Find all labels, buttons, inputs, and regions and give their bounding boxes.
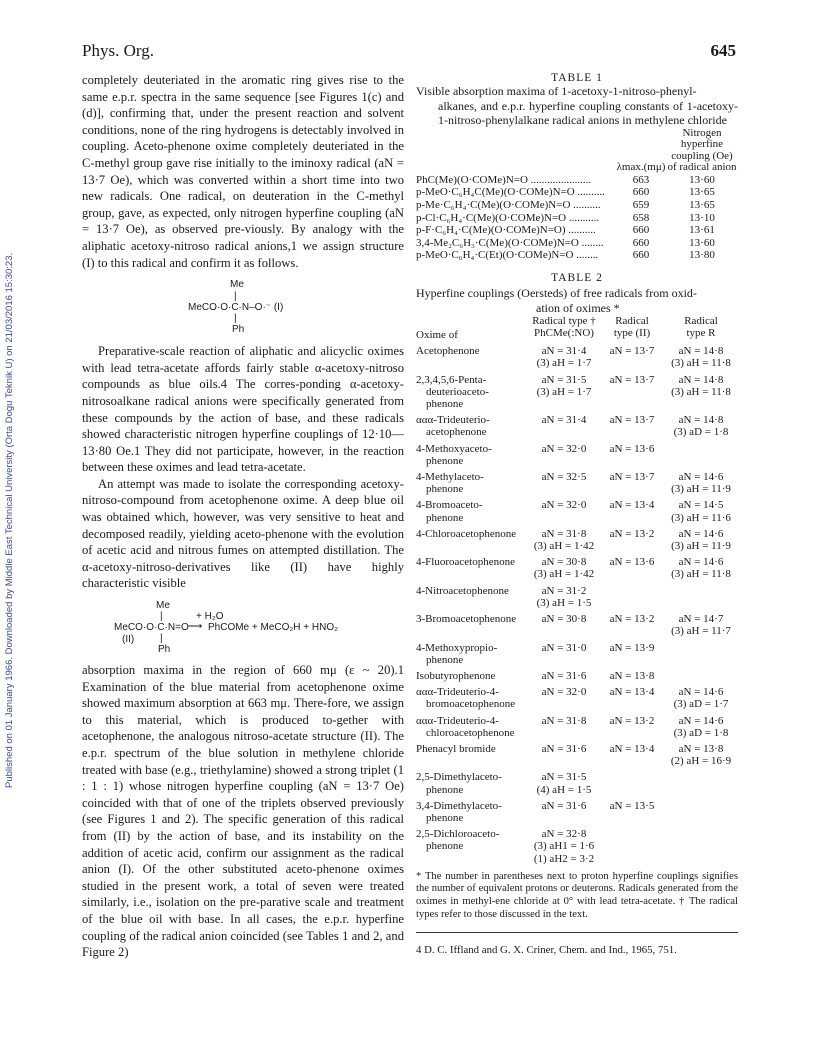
- table2-oxime: [416, 767, 528, 795]
- table2-row: [416, 711, 738, 739]
- table2-type-II: [600, 495, 664, 523]
- table2-type-phcme: [528, 666, 600, 682]
- table2-type-phcme-line: aN = 31·8: [541, 714, 587, 727]
- table2-type-R: [664, 552, 738, 580]
- table2-row: [416, 467, 738, 495]
- table2-type-II: [600, 638, 664, 666]
- table2-type-phcme-line: (3) aH = 1·42: [533, 540, 595, 553]
- table2-oxime: [416, 552, 528, 580]
- table2-row: [416, 439, 738, 467]
- table2-oxime: [416, 739, 528, 767]
- table2-oxime: [416, 638, 528, 666]
- table2-type-II: [600, 767, 664, 795]
- table2-oxime-line: ααα-Trideuterio-: [416, 414, 490, 427]
- table1-caption-first: Visible absorption maxima of 1-acetoxy-1-nitroso-phenyl-: [416, 84, 697, 98]
- table2-type-phcme-line: aN = 31·2: [541, 584, 587, 597]
- table2-type-II-line: aN = 13·4: [609, 499, 655, 512]
- table2-oxime-line: phenone: [426, 653, 464, 666]
- table2-oxime: [416, 581, 528, 609]
- table2-type-phcme-line: aN = 31·4: [541, 345, 587, 358]
- table2-oxime: [416, 370, 528, 411]
- table2-row: [416, 739, 738, 767]
- table2-type-phcme: [528, 824, 600, 865]
- table2-type-phcme: [528, 552, 600, 580]
- table2-type-R-line: aN = 13·8: [678, 742, 724, 755]
- table2-oxime-line: phenone: [426, 511, 464, 524]
- table2-oxime-line: 2,5-Dimethylaceto-: [416, 771, 502, 784]
- table2-oxime-line: deuterioaceto-: [426, 385, 489, 398]
- reaction-products: PhCOMe + MeCO₂H + HNO₂: [208, 622, 339, 634]
- table2-type-II-line: aN = 13·7: [609, 471, 655, 484]
- table2-oxime-line: phenone: [426, 454, 464, 467]
- table1-coupling: 13·61: [689, 224, 715, 237]
- table2-type-phcme-line: aN = 31·5: [541, 373, 587, 386]
- table2-oxime: [416, 711, 528, 739]
- table2-header-II-b: type (II): [613, 327, 651, 340]
- table2-header-R-b: type R: [686, 327, 716, 340]
- table2-type-R-line: (3) aH = 11·8: [671, 357, 731, 370]
- table1-lmax: 660: [632, 186, 650, 199]
- table1-row: [416, 174, 738, 187]
- table2-type-phcme: [528, 739, 600, 767]
- table2-type-II: [600, 682, 664, 710]
- table2-header-type-a: Radical type †: [532, 315, 596, 328]
- table2-type-R-line: aN = 14·6: [678, 556, 724, 569]
- table2-oxime-line: 2,3,4,5,6-Penta-: [416, 373, 487, 386]
- table2-oxime-line: Phenacyl bromide: [416, 742, 496, 755]
- table2-row: [416, 410, 738, 438]
- table2-type-II: [600, 796, 664, 824]
- table2-type-phcme-line: aN = 31·4: [541, 414, 587, 427]
- table2-row: [416, 581, 738, 609]
- table2-type-phcme-line: aN = 30·8: [541, 556, 587, 569]
- table2-type-phcme-line: aN = 32·5: [541, 471, 587, 484]
- table2-type-phcme-line: (3) aH = 1·42: [533, 568, 595, 581]
- table2-type-II-line: aN = 13·7: [609, 373, 655, 386]
- table2-type-phcme: [528, 495, 600, 523]
- table2-header-II-a: Radical: [615, 315, 649, 328]
- table1-lmax: 660: [632, 249, 650, 262]
- table1-lmax: 660: [632, 236, 650, 249]
- table2-type-phcme-line: aN = 31·6: [541, 669, 587, 682]
- table2-type-R-line: (3) aH = 11·6: [671, 511, 731, 524]
- table2-type-R-line: aN = 14·6: [678, 471, 724, 484]
- reference-4: 4 D. C. Iffland and G. X. Criner, Chem. and Ind., 1965, 751.: [416, 943, 677, 956]
- table2-type-R-line: aN = 14·7: [678, 613, 724, 626]
- table2-oxime: [416, 796, 528, 824]
- table2-type-phcme-line: (3) aH = 1·7: [536, 385, 592, 398]
- table2-type-R: [664, 711, 738, 739]
- table2-type-II: [600, 824, 664, 865]
- table2-type-II: [600, 711, 664, 739]
- structure-I-bond-bottom: |: [234, 313, 237, 325]
- table2-type-II: [600, 739, 664, 767]
- table2-oxime-line: phenone: [426, 483, 464, 496]
- table2-type-II-line: aN = 13·6: [609, 556, 655, 569]
- paragraph-4: absorption maxima in the region of 660 mμ (ε ~ 20).1 Examination of the blue material from acetophenone oxime showed maximum absorption at 663 mμ. There-fore, we assign to this material, which is produced to-gether with acetophenone, the analogous nitroso-acetate structure (II). The e.p.r. spectrum of the blue solution in methylene chloride treated with base (e.g., triethylamine) showed a strong triplet (1 : 1 : 1) whose nitrogen hyperfine coupling (aN = 13·7 Oe) coincided with that of one of the triplets observed previously (see Figures 1 and 2). The specific generation of this radical from (II) by the action of base, and its instability on the addition of acetic acid, confirm our assignment as the radical anion (I). Of the other substituted aceto-phenone oximes studied in the present work, a total of seven were treated similarly, i.e., isolation on the pre-parative scale and treatment of the blue oil with base. In all cases, the e.p.r. hyperfine coupling of the radical anion coincided (see Tables 1 and 2, and Figure 2): [82, 663, 404, 960]
- table2-type-phcme: [528, 711, 600, 739]
- table2-type-II-line: aN = 13·2: [609, 714, 655, 727]
- table2-type-phcme-line: aN = 31·6: [541, 742, 587, 755]
- table2-oxime-line: 2,5-Dichloroaceto-: [416, 828, 500, 841]
- table2-type-R-line: aN = 14·8: [678, 414, 724, 427]
- table1-lmax: 663: [632, 173, 650, 186]
- table2-type-phcme: [528, 370, 600, 411]
- table2-type-phcme: [528, 467, 600, 495]
- table2-type-R: [664, 796, 738, 824]
- table2-oxime-line: Isobutyrophenone: [416, 669, 496, 682]
- table2-row: [416, 682, 738, 710]
- table2-type-phcme-line: aN = 31·6: [541, 799, 587, 812]
- structure-II-bond-top: |: [160, 611, 163, 623]
- table2-type-R: [664, 370, 738, 411]
- table1-lmax: 658: [632, 211, 650, 224]
- table2-type-phcme-line: aN = 32·0: [541, 686, 587, 699]
- table2-row: [416, 370, 738, 411]
- table2-oxime: [416, 609, 528, 637]
- table2-oxime-line: 3-Bromoacetophenone: [416, 613, 517, 626]
- table2-type-R-line: (3) aH = 11·7: [671, 625, 731, 638]
- table2-type-phcme-line: aN = 31·8: [541, 527, 587, 540]
- structure-I-main: MeCO·O·C·N–O·⁻ (I): [188, 302, 284, 314]
- table1-row: [416, 224, 738, 237]
- table2-type-II-line: aN = 13·4: [609, 742, 655, 755]
- table2-type-phcme: [528, 524, 600, 552]
- table2-oxime-line: bromoacetophenone: [426, 698, 516, 711]
- table2-type-II-line: aN = 13·2: [609, 613, 655, 626]
- table1-compound: p-MeO·C₆H₄C(Me)(O·COMe)N=O ..........: [416, 186, 605, 199]
- table1-coupling: 13·80: [689, 249, 715, 262]
- table2-type-II: [600, 370, 664, 411]
- table1-header-row: [416, 128, 738, 174]
- table2-type-phcme-line: aN = 31·0: [541, 641, 587, 654]
- table2-type-phcme-line: (3) aH1 = 1·6: [533, 840, 595, 853]
- table2-oxime: [416, 666, 528, 682]
- table2-type-R: [664, 767, 738, 795]
- table1-header-coupling: Nitrogen hyperfine coupling (Oe) of radical anion: [667, 126, 737, 174]
- table2-caption: [416, 286, 738, 315]
- table2-oxime-line: ααα-Trideuterio-4-: [416, 714, 499, 727]
- table2-type-II-line: aN = 13·7: [609, 345, 655, 358]
- table1-row: [416, 237, 738, 250]
- table1-coupling: 13·65: [689, 199, 715, 212]
- table2-type-R-line: (3) aD = 1·8: [673, 426, 729, 439]
- table2-type-R: [664, 341, 738, 369]
- table2-oxime-line: 3,4-Dimethylaceto-: [416, 799, 502, 812]
- table2-row: [416, 796, 738, 824]
- table2-oxime-line: 4-Methoxypropio-: [416, 641, 498, 654]
- reaction-scheme: [82, 598, 404, 658]
- table2-oxime: [416, 410, 528, 438]
- table2-oxime: [416, 467, 528, 495]
- page-number: 645: [710, 41, 736, 60]
- table2-oxime-line: 4-Bromoaceto-: [416, 499, 483, 512]
- table2-oxime: [416, 524, 528, 552]
- table2-type-R-line: aN = 14·6: [678, 686, 724, 699]
- table2-oxime: [416, 495, 528, 523]
- table2-type-II-line: aN = 13·6: [609, 442, 655, 455]
- structure-II-main: MeCO·O·C·N=O: [114, 622, 189, 634]
- structure-I-top: Me: [230, 279, 244, 291]
- table2-type-II: [600, 552, 664, 580]
- table2-row: [416, 767, 738, 795]
- table2-oxime-line: phenone: [426, 398, 464, 411]
- table1-caption-rest: alkanes, and e.p.r. hyperfine coupling constants of 1-acetoxy-1-nitroso-phenylalkane radical anions in methylene chloride: [438, 98, 738, 127]
- structure-I-bottom: Ph: [232, 324, 245, 336]
- paragraph-3: An attempt was made to isolate the corresponding acetoxy-nitroso-compound from acetophenone oxime. A deep blue oil was obtained which, however, was very sensitive to heat and decomposed readily, yielding aceto-phenone with the evolution of acetic acid and nitrous fumes on attempted distillation. The α-acetoxy-nitroso-derivatives like (II) have highly characteristic visible: [82, 476, 404, 591]
- table2-type-II: [600, 439, 664, 467]
- table2-type-II: [600, 524, 664, 552]
- table1-compound: p-Cl·C₆H₄·C(Me)(O·COMe)N=O ...........: [416, 211, 600, 224]
- table2-type-phcme-line: aN = 31·5: [541, 771, 587, 784]
- table2-type-R-line: (3) aH = 11·9: [671, 483, 731, 496]
- table2-type-phcme: [528, 341, 600, 369]
- table1-row: [416, 212, 738, 225]
- table2-oxime-line: ααα-Trideuterio-4-: [416, 686, 499, 699]
- table2-type-R-line: (3) aH = 11·9: [671, 540, 731, 553]
- table2-type-R-line: (3) aH = 11·8: [671, 568, 731, 581]
- table2-type-phcme: [528, 439, 600, 467]
- table2-row: [416, 341, 738, 369]
- table1-label: TABLE 1: [551, 72, 603, 84]
- table2-row: [416, 824, 738, 865]
- table2-type-R-line: (2) aH = 16·9: [670, 755, 732, 768]
- table1-lmax: 660: [632, 224, 650, 237]
- table1-compound: p-F·C₆H₄·C(Me)(O·COMe)N=O) ..........: [416, 224, 596, 237]
- table2-type-II-line: aN = 13·9: [609, 641, 655, 654]
- table2-type-R-line: aN = 14·6: [678, 527, 724, 540]
- table2-type-II-line: aN = 13·5: [609, 799, 655, 812]
- table2-type-II: [600, 467, 664, 495]
- table2-type-phcme-line: aN = 32·8: [541, 828, 587, 841]
- table2-type-R: [664, 682, 738, 710]
- table2-oxime-line: phenone: [426, 811, 464, 824]
- table2-type-phcme: [528, 682, 600, 710]
- table1-lmax: 659: [632, 199, 650, 212]
- table1-row: [416, 186, 738, 199]
- table2-type-phcme-line: (4) aH = 1·5: [536, 783, 592, 796]
- table2-type-phcme: [528, 638, 600, 666]
- table2-type-R: [664, 609, 738, 637]
- table2-oxime-line: 4-Fluoroacetophenone: [416, 556, 515, 569]
- reagent-label: + H₂O: [196, 611, 224, 623]
- table2-header-type-b: PhCMe(:NO): [534, 327, 594, 340]
- table2-type-R-line: aN = 14·6: [678, 714, 724, 727]
- table1-coupling: 13·60: [689, 236, 715, 249]
- left-column: [82, 72, 404, 961]
- table2-type-R-line: (3) aD = 1·7: [673, 698, 729, 711]
- table1-compound: 3,4-Me₂C₆H₃·C(Me)(O·COMe)N=O ........: [416, 236, 604, 249]
- table2-type-phcme-line: aN = 32·0: [541, 442, 587, 455]
- table2-oxime: [416, 824, 528, 865]
- table2-type-R: [664, 739, 738, 767]
- table1-coupling: 13·10: [689, 211, 715, 224]
- right-column: [416, 72, 738, 966]
- journal-section-title: Phys. Org.: [82, 41, 154, 60]
- table2-type-R: [664, 495, 738, 523]
- table2-type-R: [664, 410, 738, 438]
- structure-I: [82, 277, 404, 339]
- structure-II-top: Me: [156, 600, 170, 612]
- table1-row: [416, 249, 738, 262]
- table1-compound: PhC(Me)(O·COMe)N=O ......................: [416, 173, 592, 186]
- table1-coupling: 13·60: [689, 173, 715, 186]
- table2-header-oxime: Oxime of: [416, 329, 458, 342]
- reaction-arrow: ⟶: [188, 621, 203, 633]
- table1-compound: p-MeO·C₆H₄·C(Et)(O·COMe)N=O ........: [416, 249, 599, 262]
- table2-oxime: [416, 439, 528, 467]
- table2-type-phcme: [528, 581, 600, 609]
- table2-type-R: [664, 638, 738, 666]
- table2-type-R-line: aN = 14·8: [678, 345, 724, 358]
- table2-oxime-line: chloroacetophenone: [426, 726, 515, 739]
- table2-label: TABLE 2: [551, 272, 603, 285]
- table2-row: [416, 552, 738, 580]
- table2-type-R-line: aN = 14·5: [678, 499, 724, 512]
- table2-type-phcme-line: (3) aH = 1·7: [536, 357, 592, 370]
- table2-oxime-line: 4-Methoxyaceto-: [416, 442, 492, 455]
- table2-type-II-line: aN = 13·7: [609, 414, 655, 427]
- table2-type-R-line: (3) aD = 1·8: [673, 726, 729, 739]
- table2-row: [416, 524, 738, 552]
- table1-coupling: 13·65: [689, 186, 715, 199]
- footnote-rule: [416, 932, 738, 933]
- table2-type-R: [664, 467, 738, 495]
- table2-row: [416, 495, 738, 523]
- table2-oxime-line: Acetophenone: [416, 345, 480, 358]
- table2-oxime-line: 4-Methylaceto-: [416, 471, 484, 484]
- table1-header-lmax: λmax.(mμ): [616, 161, 666, 174]
- table1-row: [416, 199, 738, 212]
- table2-type-phcme-line: (3) aH = 1·5: [536, 596, 592, 609]
- table2: [416, 315, 738, 865]
- table2-type-R: [664, 824, 738, 865]
- table2-type-II-line: aN = 13·4: [609, 686, 655, 699]
- table2-footnote: * The number in parentheses next to proton hyperfine couplings signifies the number of equivalent protons or deuterons. Radicals generated from the oximes in methyl-ene chloride at 0° with lead tetra-acetate. † The radical types refer to those discussed in the text.: [416, 870, 738, 920]
- table2-type-II: [600, 341, 664, 369]
- table1: [416, 128, 738, 263]
- table2-row: [416, 638, 738, 666]
- table2-type-phcme: [528, 609, 600, 637]
- structure-I-bond-top: |: [234, 291, 237, 303]
- table2-oxime: [416, 341, 528, 369]
- table2-type-II-line: aN = 13·8: [609, 669, 655, 682]
- structure-II-label: (II): [122, 634, 135, 646]
- table2-type-II: [600, 581, 664, 609]
- table2-caption-rest: ation of oximes *: [536, 300, 620, 315]
- table2-type-II: [600, 410, 664, 438]
- table2-type-R-line: (3) aH = 11·8: [671, 385, 731, 398]
- table2-type-R: [664, 439, 738, 467]
- table2-caption-first: Hyperfine couplings (Oersteds) of free radicals from oxid-: [416, 286, 697, 301]
- paragraph-1: completely deuteriated in the aromatic ring gives rise to the same e.p.r. spectra in the same sequence [see Figures 1(c) and (d)], confirming that, under the present reaction and solvent conditions, none of the ring hydrogens is detectably involved in coupling. Aceto-phenone oxime completely deuteriated in the C-methyl group gave rise initially to the iminoxy radical (aN = 13·7 Oe), which was converted within a short time into two new radicals. One radical, on deuteration in the C-methyl group, gave, as expected, only nitrogen hyperfine coupling (aN = 13·7 Oe), as observed pre-viously. By analogy with the aliphatic acetoxy-nitroso radical anions,1 we assign structure (I) to this radical and confirm it as follows.: [82, 73, 404, 270]
- structure-II-bond-bottom: |: [160, 633, 163, 645]
- table2-oxime-line: 4-Chloroacetophenone: [416, 527, 517, 540]
- table2-type-R-line: aN = 14·8: [678, 373, 724, 386]
- table2-oxime-line: acetophenone: [426, 426, 487, 439]
- table2-type-R: [664, 581, 738, 609]
- table2-header-row: [416, 315, 738, 341]
- table2-type-phcme: [528, 410, 600, 438]
- table1-caption: [416, 84, 738, 128]
- table2-type-II-line: aN = 13·2: [609, 527, 655, 540]
- table2-row: [416, 609, 738, 637]
- table2-type-II: [600, 666, 664, 682]
- table2-type-phcme: [528, 796, 600, 824]
- table2-type-phcme-line: aN = 30·8: [541, 613, 587, 626]
- structure-II-bottom: Ph: [158, 644, 171, 656]
- table2-type-phcme: [528, 767, 600, 795]
- table2-type-phcme-line: aN = 32·0: [541, 499, 587, 512]
- paragraph-2: Preparative-scale reaction of aliphatic and alicyclic oximes with lead tetra-acetate affords fairly stable α-acetoxy-nitroso compounds as blue oils.4 The corres-ponding α-acetoxy-nitrosoalkane radical anions were specifically generated from these compounds by the action of base, and these radicals showed characteristic nitrogen hyperfine couplings of 12·10—13·80 Oe.1 They did not participate, however, in the reaction between these oximes and lead tetra-acetate.: [82, 344, 404, 475]
- table2-oxime-line: phenone: [426, 783, 464, 796]
- download-notice: Published on 01 January 1966. Downloaded by Middle East Technical University (Orta Dogu Teknik U) on 21/03/2016 15:30:23.: [4, 252, 15, 788]
- table1-compound: p-Me·C₆H₄·C(Me)(O·COMe)N=O ..........: [416, 199, 601, 212]
- table2-type-R: [664, 666, 738, 682]
- table2-type-phcme-line: (1) aH2 = 3·2: [533, 852, 595, 865]
- table2-header-R-a: Radical: [684, 315, 718, 328]
- table2-row: [416, 666, 738, 682]
- table2-oxime-line: phenone: [426, 840, 464, 853]
- table2-oxime-line: 4-Nitroacetophenone: [416, 584, 509, 597]
- table2-oxime: [416, 682, 528, 710]
- table2-type-II: [600, 609, 664, 637]
- table2-type-R: [664, 524, 738, 552]
